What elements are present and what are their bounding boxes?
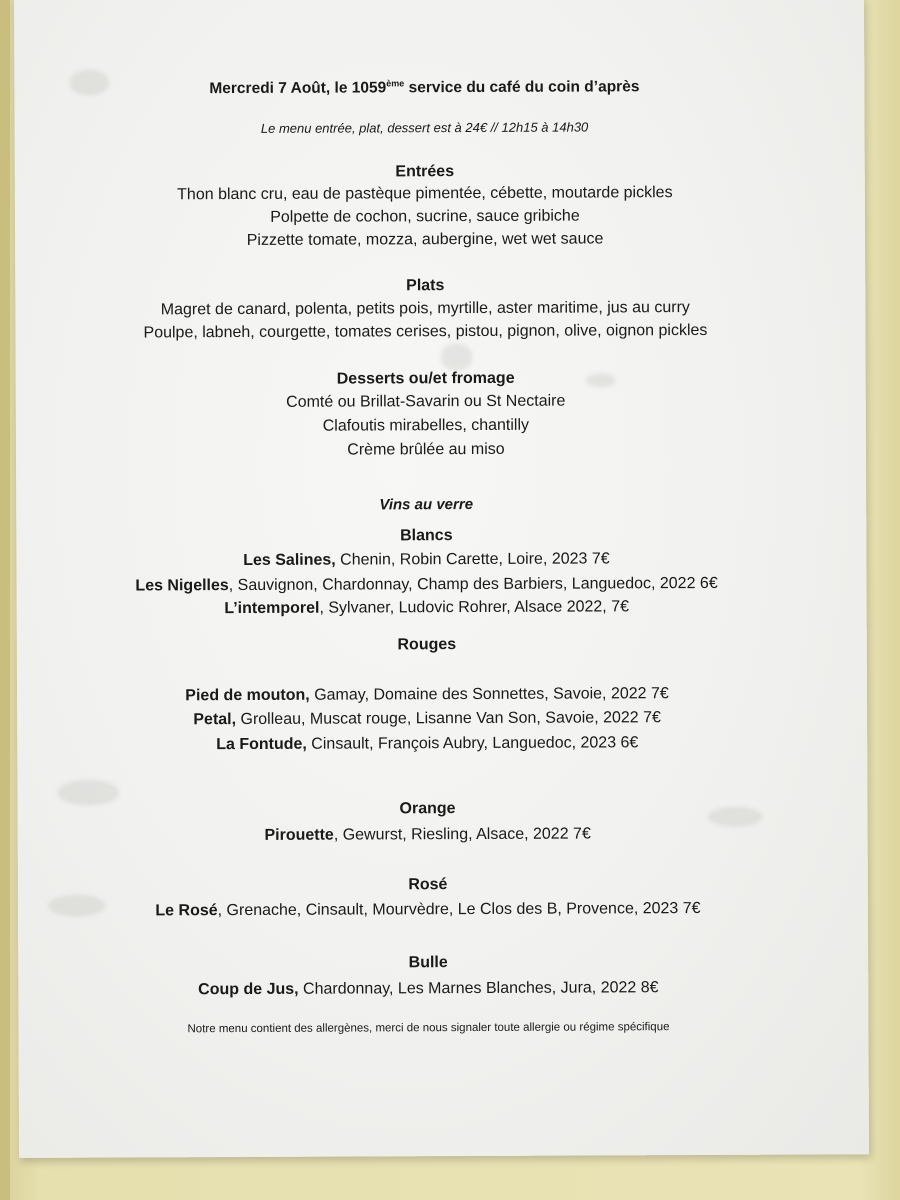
wine-category-orange: Orange	[399, 800, 456, 818]
wine-item	[17, 708, 837, 730]
section-heading-entrees: Entrées	[395, 163, 455, 181]
wine-name: Petal,	[193, 711, 237, 729]
wine-category-rouges: Rouges	[397, 636, 457, 654]
wine-name: Coup de Jus,	[198, 980, 299, 999]
table-surface-left	[0, 0, 10, 1200]
wine-item	[17, 597, 837, 619]
plat-item: Magret de canard, polenta, petits pois, myrtille, aster maritime, jus au curry	[160, 299, 690, 319]
wine-details: Gamay, Domaine des Sonnettes, Savoie, 2022 7€	[309, 685, 669, 704]
wine-category-rose: Rosé	[408, 876, 448, 894]
wine-details: , Gewurst, Riesling, Alsace, 2022 7€	[333, 825, 591, 844]
section-heading-plats: Plats	[406, 277, 445, 295]
dessert-item: Clafoutis mirabelles, chantilly	[322, 416, 530, 435]
menu-title: Mercredi 7 Août, le 1059ème service du café du coin d’après	[209, 78, 640, 98]
menu-sheet	[14, 0, 869, 1158]
wine-name: La Fontude,	[216, 735, 307, 754]
stain	[441, 343, 473, 371]
entree-item: Polpette de cochon, sucrine, sauce gribiche	[270, 207, 580, 226]
wine-details: Grolleau, Muscat rouge, Lisanne Van Son, Savoie, 2022 7€	[236, 709, 661, 729]
wine-item	[18, 978, 838, 1000]
wine-item	[18, 824, 838, 846]
allergen-notice: Notre menu contient des allergènes, merci de nous signaler toute allergie ou régime spécifique	[187, 1021, 670, 1036]
wine-item	[18, 899, 838, 921]
wine-name: Les Salines,	[243, 551, 336, 570]
wine-item	[16, 549, 836, 571]
wine-name: Pirouette	[264, 826, 334, 844]
entree-item: Thon blanc cru, eau de pastèque pimentée, cébette, moutarde pickles	[177, 184, 673, 204]
wine-category-blancs: Blancs	[400, 527, 453, 545]
wine-details: , Sylvaner, Ludovic Rohrer, Alsace 2022, 7€	[319, 598, 630, 617]
wine-name: Les Nigelles	[135, 577, 229, 595]
wine-details: Chenin, Robin Carette, Loire, 2023 7€	[335, 550, 610, 569]
wine-details: , Sauvignon, Chardonnay, Champ des Barbiers, Languedoc, 2022 6€	[228, 574, 718, 595]
section-heading-desserts: Desserts ou/et fromage	[336, 369, 515, 388]
wine-details: , Grenache, Cinsault, Mourvèdre, Le Clos des B, Provence, 2023 7€	[217, 900, 701, 920]
dessert-item: Crème brûlée au miso	[347, 440, 505, 459]
plat-item: Poulpe, labneh, courgette, tomates cerises, pistou, pignon, olive, oignon pickles	[143, 321, 708, 342]
wine-details: Cinsault, François Aubry, Languedoc, 2023 6€	[306, 734, 639, 753]
wines-heading: Vins au verre	[379, 496, 474, 514]
wine-item	[17, 733, 837, 755]
entree-item: Pizzette tomate, mozza, aubergine, wet wet sauce	[246, 230, 604, 249]
wine-item	[17, 684, 837, 706]
wine-name: Le Rosé	[155, 902, 218, 920]
wine-category-bulle: Bulle	[408, 954, 448, 972]
wine-item	[17, 574, 837, 596]
menu-subtitle: Le menu entrée, plat, dessert est à 24€ // 12h15 à 14h30	[260, 119, 589, 136]
dessert-item: Comté ou Brillat-Savarin ou St Nectaire	[286, 392, 566, 411]
wine-details: Chardonnay, Les Marnes Blanches, Jura, 2022 8€	[298, 979, 659, 998]
wine-name: L’intemporel	[224, 599, 320, 618]
wine-name: Pied de mouton,	[185, 686, 310, 705]
